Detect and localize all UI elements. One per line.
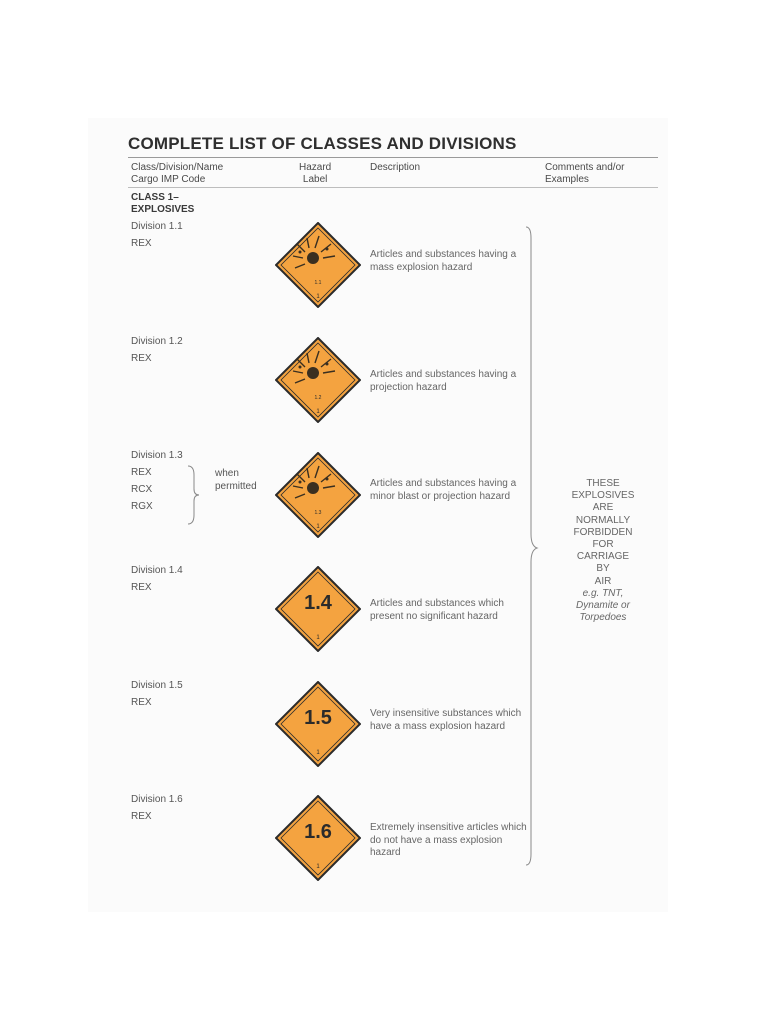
cargo-imp-code: RGX [131, 501, 153, 512]
label-class-number: 1 [316, 750, 320, 756]
explosive-hazard-label-1-3 [275, 452, 361, 538]
label-division-small: 1.3 [314, 510, 322, 516]
cargo-imp-code: REX [131, 238, 152, 249]
explosive-hazard-label-1-5 [275, 681, 361, 767]
header-description: Description [370, 162, 421, 173]
forbidden-comment [548, 478, 658, 624]
division-description: Articles and substances which present no significant hazard [370, 598, 504, 622]
class-heading-line1: CLASS 1– [131, 192, 179, 203]
header-rule [128, 187, 658, 188]
comment-line: THESE [586, 478, 620, 489]
cargo-imp-code: REX [131, 697, 152, 708]
class-heading-line2: EXPLOSIVES [131, 204, 195, 215]
cargo-imp-code: REX [131, 353, 152, 364]
svg-text:1: 1 [316, 409, 320, 415]
label-division-number: 1.5 [304, 707, 332, 729]
label-division-number: 1.6 [304, 821, 332, 843]
division-name: Division 1.3 [131, 450, 183, 461]
division-name: Division 1.5 [131, 680, 183, 691]
division-description: Very insensitive substances which have a mass explosion hazard [370, 708, 522, 732]
label-class-number: 1 [316, 864, 320, 870]
comment-line: EXPLOSIVES [571, 490, 635, 502]
cargo-imp-code: REX [131, 811, 152, 822]
comment-line: FORBIDDEN [573, 526, 633, 538]
codes-brace [186, 465, 200, 525]
explosive-hazard-label-1-1 [275, 222, 361, 308]
label-division-small: 1.1 [314, 280, 322, 286]
svg-text:1: 1 [316, 524, 320, 530]
comment-line: ARE [592, 502, 614, 514]
division-name: Division 1.6 [131, 794, 183, 805]
comment-line: BY [596, 563, 610, 575]
header-comments: Comments and/or Examples [545, 162, 625, 185]
division-name: Division 1.4 [131, 565, 183, 576]
cargo-imp-code: REX [131, 467, 152, 478]
cargo-imp-code: RCX [131, 484, 153, 495]
comments-brace [524, 226, 540, 866]
svg-text:1: 1 [316, 294, 320, 300]
label-division-small: 1.2 [314, 395, 322, 401]
division-description: Articles and substances having a minor blast or projection hazard [370, 478, 517, 502]
comment-line: FOR [592, 539, 614, 551]
division-description: Articles and substances having a mass explosion hazard [370, 249, 517, 273]
cargo-imp-code: REX [131, 582, 152, 593]
page-title: COMPLETE LIST OF CLASSES AND DIVISIONS [128, 134, 517, 153]
title-rule [128, 157, 658, 158]
label-division-number: 1.4 [304, 592, 332, 614]
when-permitted-note: when permitted [215, 468, 257, 492]
comment-line: CARRIAGE [576, 551, 630, 563]
explosive-hazard-label-1-6 [275, 795, 361, 881]
division-description: Extremely insensitive articles which do not have a mass explosion hazard [370, 822, 527, 858]
division-description: Articles and substances having a projection hazard [370, 369, 517, 393]
explosive-hazard-label-1-2 [275, 337, 361, 423]
example-line: Dynamite or [576, 600, 630, 612]
label-class-number: 1 [316, 635, 320, 641]
example-line: e.g. TNT, [582, 587, 624, 599]
example-line: Torpedoes [579, 612, 627, 624]
comment-line: AIR [594, 575, 612, 587]
division-name: Division 1.2 [131, 336, 183, 347]
comment-line: NORMALLY [575, 514, 631, 526]
explosive-hazard-label-1-4 [275, 566, 361, 652]
header-hazard-label: Hazard Label [299, 162, 332, 185]
division-name: Division 1.1 [131, 221, 183, 232]
header-class-division: Class/Division/Name Cargo IMP Code [131, 162, 224, 185]
